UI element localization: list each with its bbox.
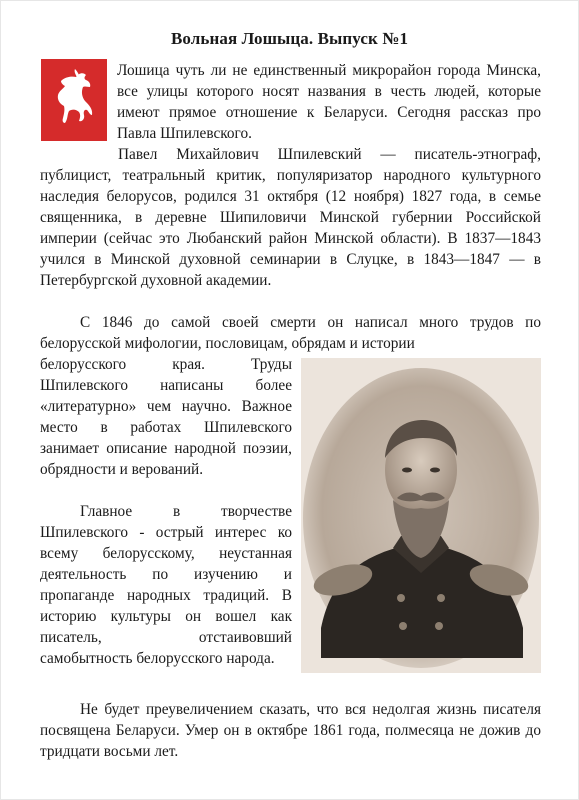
horse-icon (41, 59, 107, 141)
closing-paragraph: Не будет преувеличением сказать, что вся недолгая жизнь писателя посвящена Беларуси. Умер он в октябре 1861 года, полмесяца не дожив до тридцати восьми лет. (40, 701, 541, 760)
works-paragraph-start: С 1846 до самой своей смерти он написал много трудов по белорусской мифологии, пословицам, обрядам и истории (40, 314, 541, 352)
document-title: Вольная Лошыца. Выпуск №1 (170, 29, 409, 48)
works-paragraph-continuation: белорусского края. Труды Шпилевского написаны более «литературно» чем научно. Важное место в работах Шпилевского занимает описание народной поэзии, обрядности и верований. (40, 356, 292, 478)
biography-paragraph: Павел Михайлович Шпилевский — писатель-этнограф, публицист, театральный критик, популяризатор народного культурного наследия белорусов, родился 31 октября (12 ноября) 1827 года, в семье священника, в деревне Шипиловичи Минской губернии Российской империи (сейчас это Любанский район Минской области). В 1837—1843 учился в Минской духовной семинарии в Слуцке, в 1843—1847 — в Петербургской духовной академии. (40, 146, 541, 289)
portrait-photo (301, 358, 541, 673)
intro-paragraph: Лошица чуть ли не единственный микрорайон города Минска, все улицы которого носят названия в честь людей, которые имеют прямое отношение к Беларуси. Сегодня рассказ про Павла Шпилевского. (117, 62, 541, 142)
legacy-paragraph: Главное в творчестве Шпилевского - острый интерес ко всему белорусскому, неустанная деятельность по изучению и пропаганде народных традиций. В историю культуры он вошел как писатель, отстаивовший самобытность белорусского народа. (40, 503, 292, 667)
